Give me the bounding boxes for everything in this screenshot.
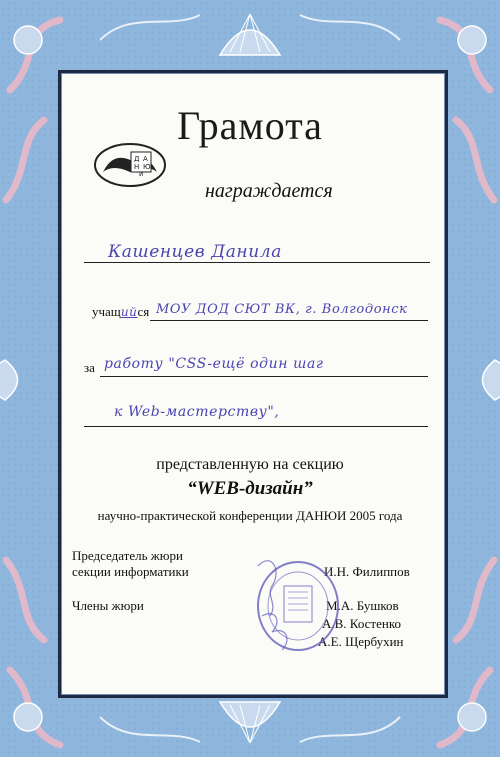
section-name: “WEB-дизайн” [187, 478, 313, 499]
emblem-letter: А [143, 155, 148, 163]
school-underline [150, 320, 428, 321]
official-stamp-icon [252, 546, 344, 658]
reason-line-2: к Web-мастерству", [114, 404, 280, 420]
emblem-letter: Д [134, 155, 140, 163]
book-emblem-icon [93, 142, 167, 188]
certificate-title: Грамота [177, 103, 323, 148]
conference-text: научно-практической конференции ДАНЮИ 2005 года [97, 508, 403, 523]
chairman-name: И.Н. Филиппов [324, 564, 410, 579]
school-name: МОУ ДОД СЮТ ВК, г. Волгодонск [156, 302, 408, 317]
presented-text: представленную на секцию [156, 456, 344, 473]
jury-member: А.Е. Щербухин [318, 634, 404, 649]
reason-line-1: работу "CSS-ещё один шаг [104, 356, 324, 372]
reason-underline-1 [100, 376, 428, 377]
members-label: Члены жюри [72, 598, 144, 613]
for-label: за [84, 360, 95, 375]
jury-member: М.А. Бушков [326, 598, 399, 613]
emblem-letter: Ю [143, 163, 151, 171]
student-label: учащийся [92, 304, 150, 319]
name-underline [84, 262, 430, 263]
awarded-label: награждается [205, 180, 333, 202]
jury-member: А.В. Костенко [322, 616, 401, 631]
emblem-letter: Н [134, 163, 140, 171]
chairman-label-line1: Председатель жюри [72, 548, 183, 563]
emblem-letter: И [139, 171, 144, 178]
reason-underline-2 [84, 426, 428, 427]
student-label-handwritten: ий [120, 305, 138, 319]
recipient-name: Кашенцев Данила [108, 242, 282, 262]
chairman-label-line2: секции информатики [72, 564, 189, 579]
